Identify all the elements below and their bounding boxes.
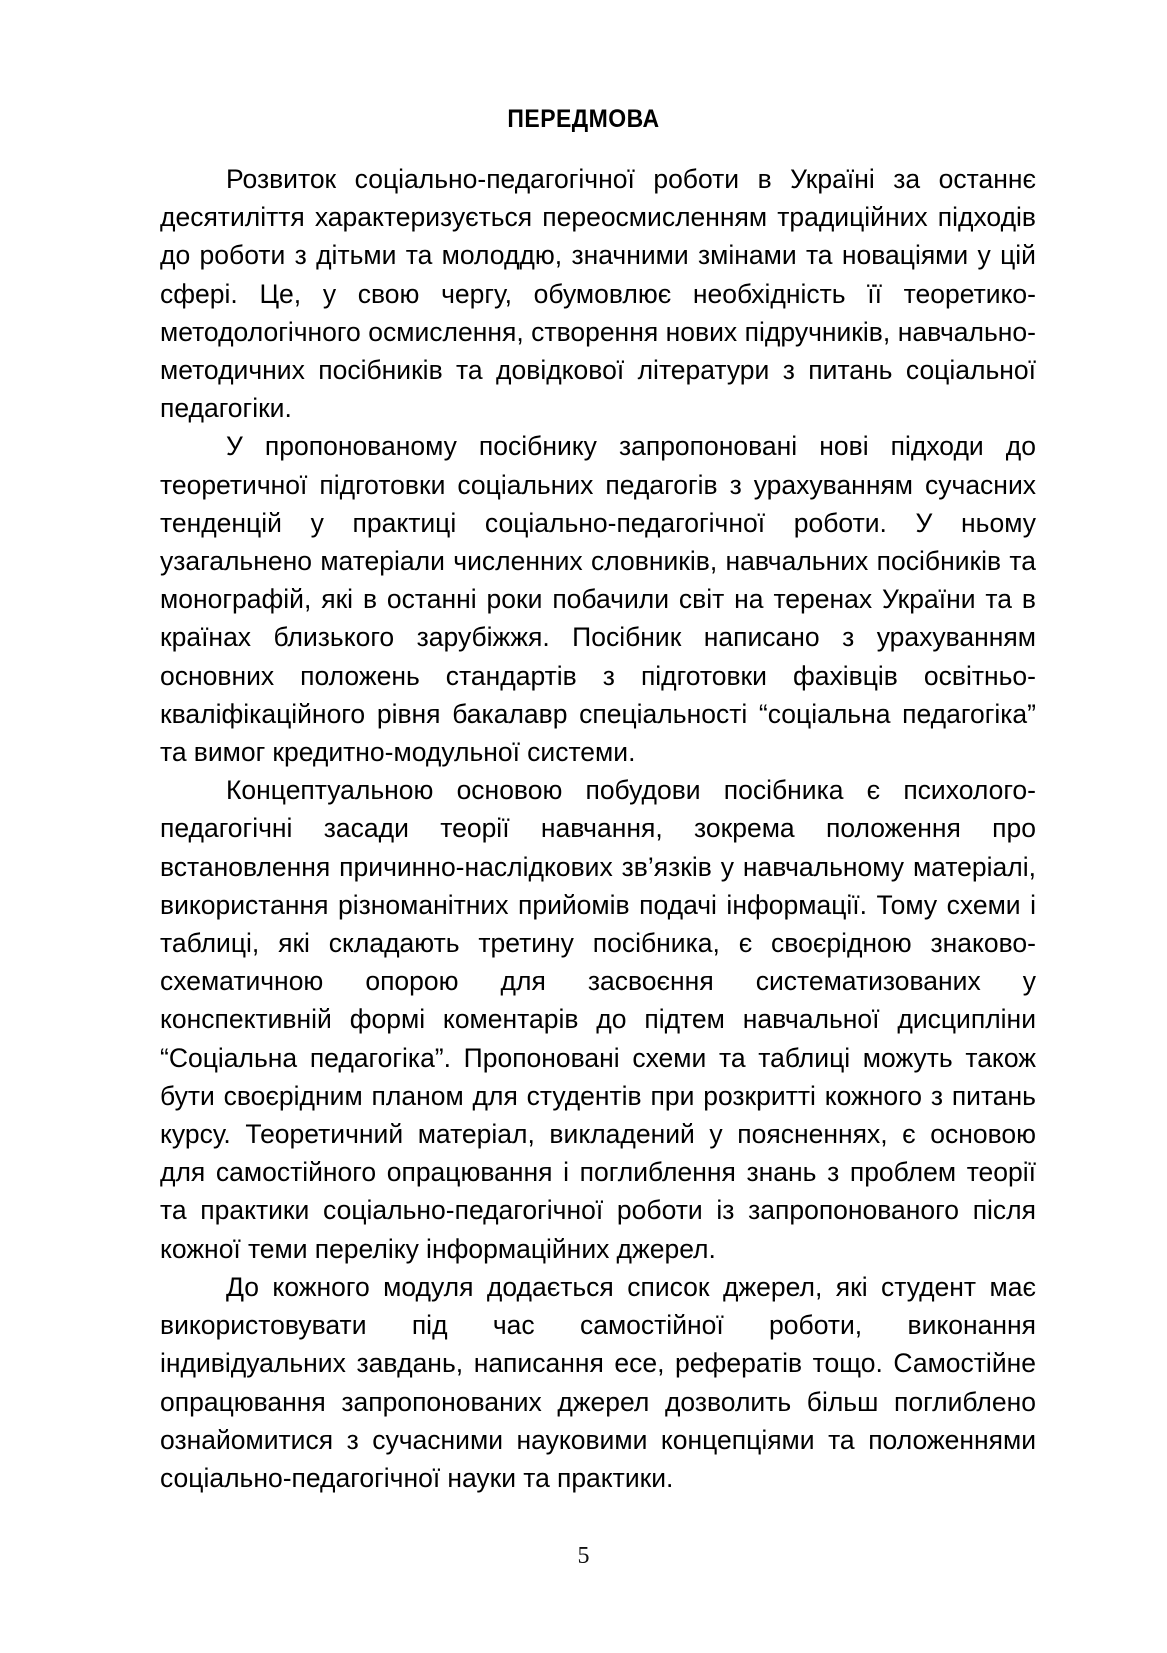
- paragraph-2: У пропонованому посібнику запропоновані нові підходи до теоретичної підготовки соціальних педагогів з урахуванням сучасних тенденцій у практиці соціально-педагогічної роботи. У ньому узагальнено матеріали численних словників, навчальних посібників та монографій, які в останні роки побачили світ на теренах України та в країнах близького зарубіжжя. Посібник написано з урахуванням основних положень стандартів з підготовки фахівців освітньо-кваліфікаційного рівня бакалавр спеціальності “соціальна педагогіка” та вимог кредитно-модульної системи.: [160, 431, 1036, 768]
- paragraph-4: До кожного модуля додається список джерел, які студент має використовувати під час самостійної роботи, виконання індивідуальних завдань, написання есе, рефератів тощо. Самостійне опрацювання запропонованих джерел дозволить більш поглиблено ознайомитися з сучасними науковими концепціями та положеннями соціально-педагогічної науки та практики.: [160, 1271, 1036, 1493]
- body-text-block: [160, 160, 1036, 1497]
- paragraph-3: Концептуальною основою побудови посібника є психолого-педагогічні засади теорії навчання, зокрема положення про встановлення причинно-наслідкових зв’язків у навчальному матеріалі, використання різноманітних прийомів подачі інформації. Тому схеми і таблиці, які складають третину посібника, є своєрідною знаково-схематичною опорою для засвоєння систематизованих у конспективній формі коментарів до підтем навчальної дисципліни “Соціальна педагогіка”. Пропоновані схеми та таблиці можуть також бути своєрідним планом для студентів при розкритті кожного з питань курсу. Теоретичний матеріал, викладений у поясненнях, є основою для самостійного опрацювання і поглиблення знань з проблем теорії та практики соціально-педагогічної роботи із запропонованого після кожної теми переліку інформаційних джерел.: [160, 775, 1036, 1264]
- page-number: 5: [577, 1543, 590, 1569]
- page-title: ПЕРЕДМОВА: [507, 105, 660, 133]
- paragraph-1: Розвиток соціально-педагогічної роботи в Україні за останнє десятиліття характеризується переосмисленням традиційних підходів до роботи з дітьми та молоддю, значними змінами та новаціями у цій сфері. Це, у свою чергу, обумовлює необхідність її теоретико-методологічного осмислення, створення нових підручників, навчально-методичних посібників та довідкової літератури з питань соціальної педагогіки.: [160, 164, 1036, 424]
